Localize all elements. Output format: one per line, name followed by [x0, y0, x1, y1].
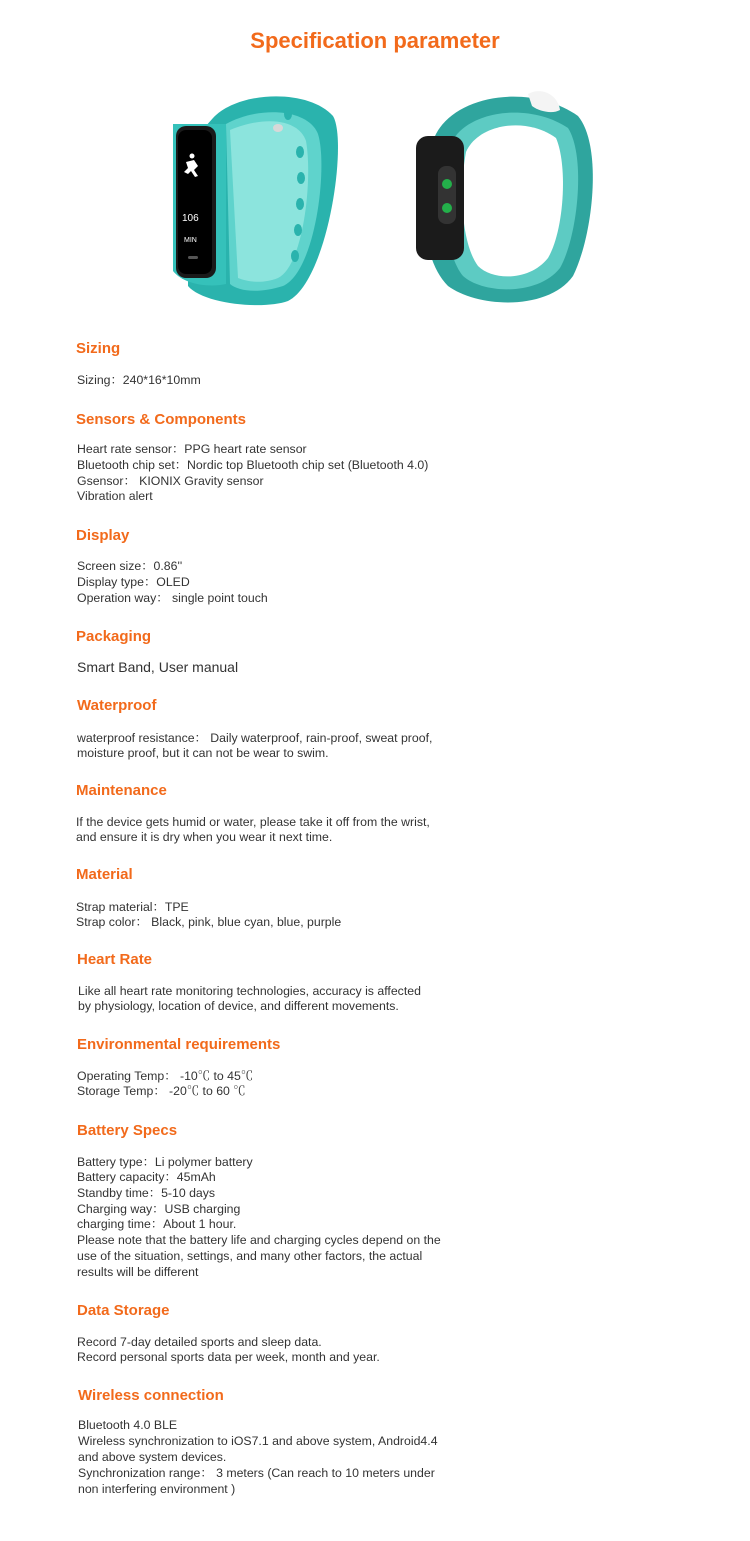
section-line: and above system devices. — [78, 1450, 227, 1464]
section-line: Charging way：USB charging — [77, 1202, 241, 1216]
section-line: Please note that the battery life and charging cycles depend on the — [77, 1233, 441, 1247]
section-heading: Heart Rate — [77, 951, 153, 968]
section-heading: Sizing — [76, 340, 121, 357]
section-line: moisture proof, but it can not be wear to swim. — [77, 746, 329, 760]
section-line: Bluetooth 4.0 BLE — [78, 1418, 178, 1432]
section-line: Battery capacity：45mAh — [77, 1170, 216, 1184]
product-image-front — [168, 86, 358, 308]
section-heading: Battery Specs — [77, 1122, 178, 1139]
section-line: Battery type：Li polymer battery — [77, 1155, 253, 1169]
section-line: Standby time：5-10 days — [77, 1186, 216, 1200]
section-line: Record 7-day detailed sports and sleep data. — [77, 1335, 322, 1349]
section-line: Record personal sports data per week, month and year. — [77, 1350, 380, 1364]
section-line: and ensure it is dry when you wear it next time. — [76, 830, 333, 844]
section-heading: Display — [76, 527, 130, 544]
section-line: Heart rate sensor：PPG heart rate sensor — [77, 442, 307, 456]
section-line: Sizing：240*16*10mm — [77, 373, 201, 387]
section-line: Wireless synchronization to iOS7.1 and above system, Android4.4 — [78, 1434, 438, 1448]
section-line: Strap color： Black, pink, blue cyan, blue, purple — [76, 915, 342, 929]
section-heading: Wireless connection — [78, 1387, 224, 1404]
section-line: Synchronization range： 3 meters (Can reach to 10 meters under — [78, 1466, 435, 1480]
section-line: Storage Temp： -20℃ to 60 ℃ — [77, 1084, 246, 1098]
section-heading: Waterproof — [77, 697, 157, 714]
section-line: Bluetooth chip set：Nordic top Bluetooth chip set (Bluetooth 4.0) — [77, 458, 429, 472]
section-line: Operation way： single point touch — [77, 591, 268, 605]
band-back-illustration — [408, 86, 598, 308]
section-line: If the device gets humid or water, please take it off from the wrist, — [76, 815, 430, 829]
section-line: Display type：OLED — [77, 575, 190, 589]
band-front-illustration — [168, 86, 358, 308]
section-heading: Packaging — [76, 628, 152, 645]
section-line: by physiology, location of device, and different movements. — [78, 999, 399, 1013]
section-line: Gsensor： KIONIX Gravity sensor — [77, 474, 264, 488]
section-heading: Maintenance — [76, 782, 167, 799]
section-line: Screen size：0.86'' — [77, 559, 183, 573]
product-image-back — [408, 86, 598, 308]
section-line: Vibration alert — [77, 489, 153, 503]
section-line: charging time：About 1 hour. — [77, 1217, 237, 1231]
screen-unit: MIN — [184, 237, 197, 244]
section-line: use of the situation, settings, and many other factors, the actual — [77, 1249, 423, 1263]
section-heading: Data Storage — [77, 1302, 170, 1319]
section-line: Operating Temp： -10℃ to 45℃ — [77, 1069, 254, 1083]
section-line: non interfering environment ) — [78, 1482, 236, 1496]
page-title: Specification parameter — [250, 28, 500, 53]
section-line: results will be different — [77, 1265, 199, 1279]
section-heading: Sensors & Components — [76, 411, 247, 428]
section-heading: Environmental requirements — [77, 1036, 281, 1053]
section-line: Smart Band, User manual — [77, 659, 239, 675]
screen-value: 106 — [182, 213, 199, 224]
section-heading: Material — [76, 866, 133, 883]
section-line: Like all heart rate monitoring technologies, accuracy is affected — [78, 984, 421, 998]
section-line: waterproof resistance： Daily waterproof, rain-proof, sweat proof, — [77, 731, 433, 745]
section-line: Strap material：TPE — [76, 900, 189, 914]
